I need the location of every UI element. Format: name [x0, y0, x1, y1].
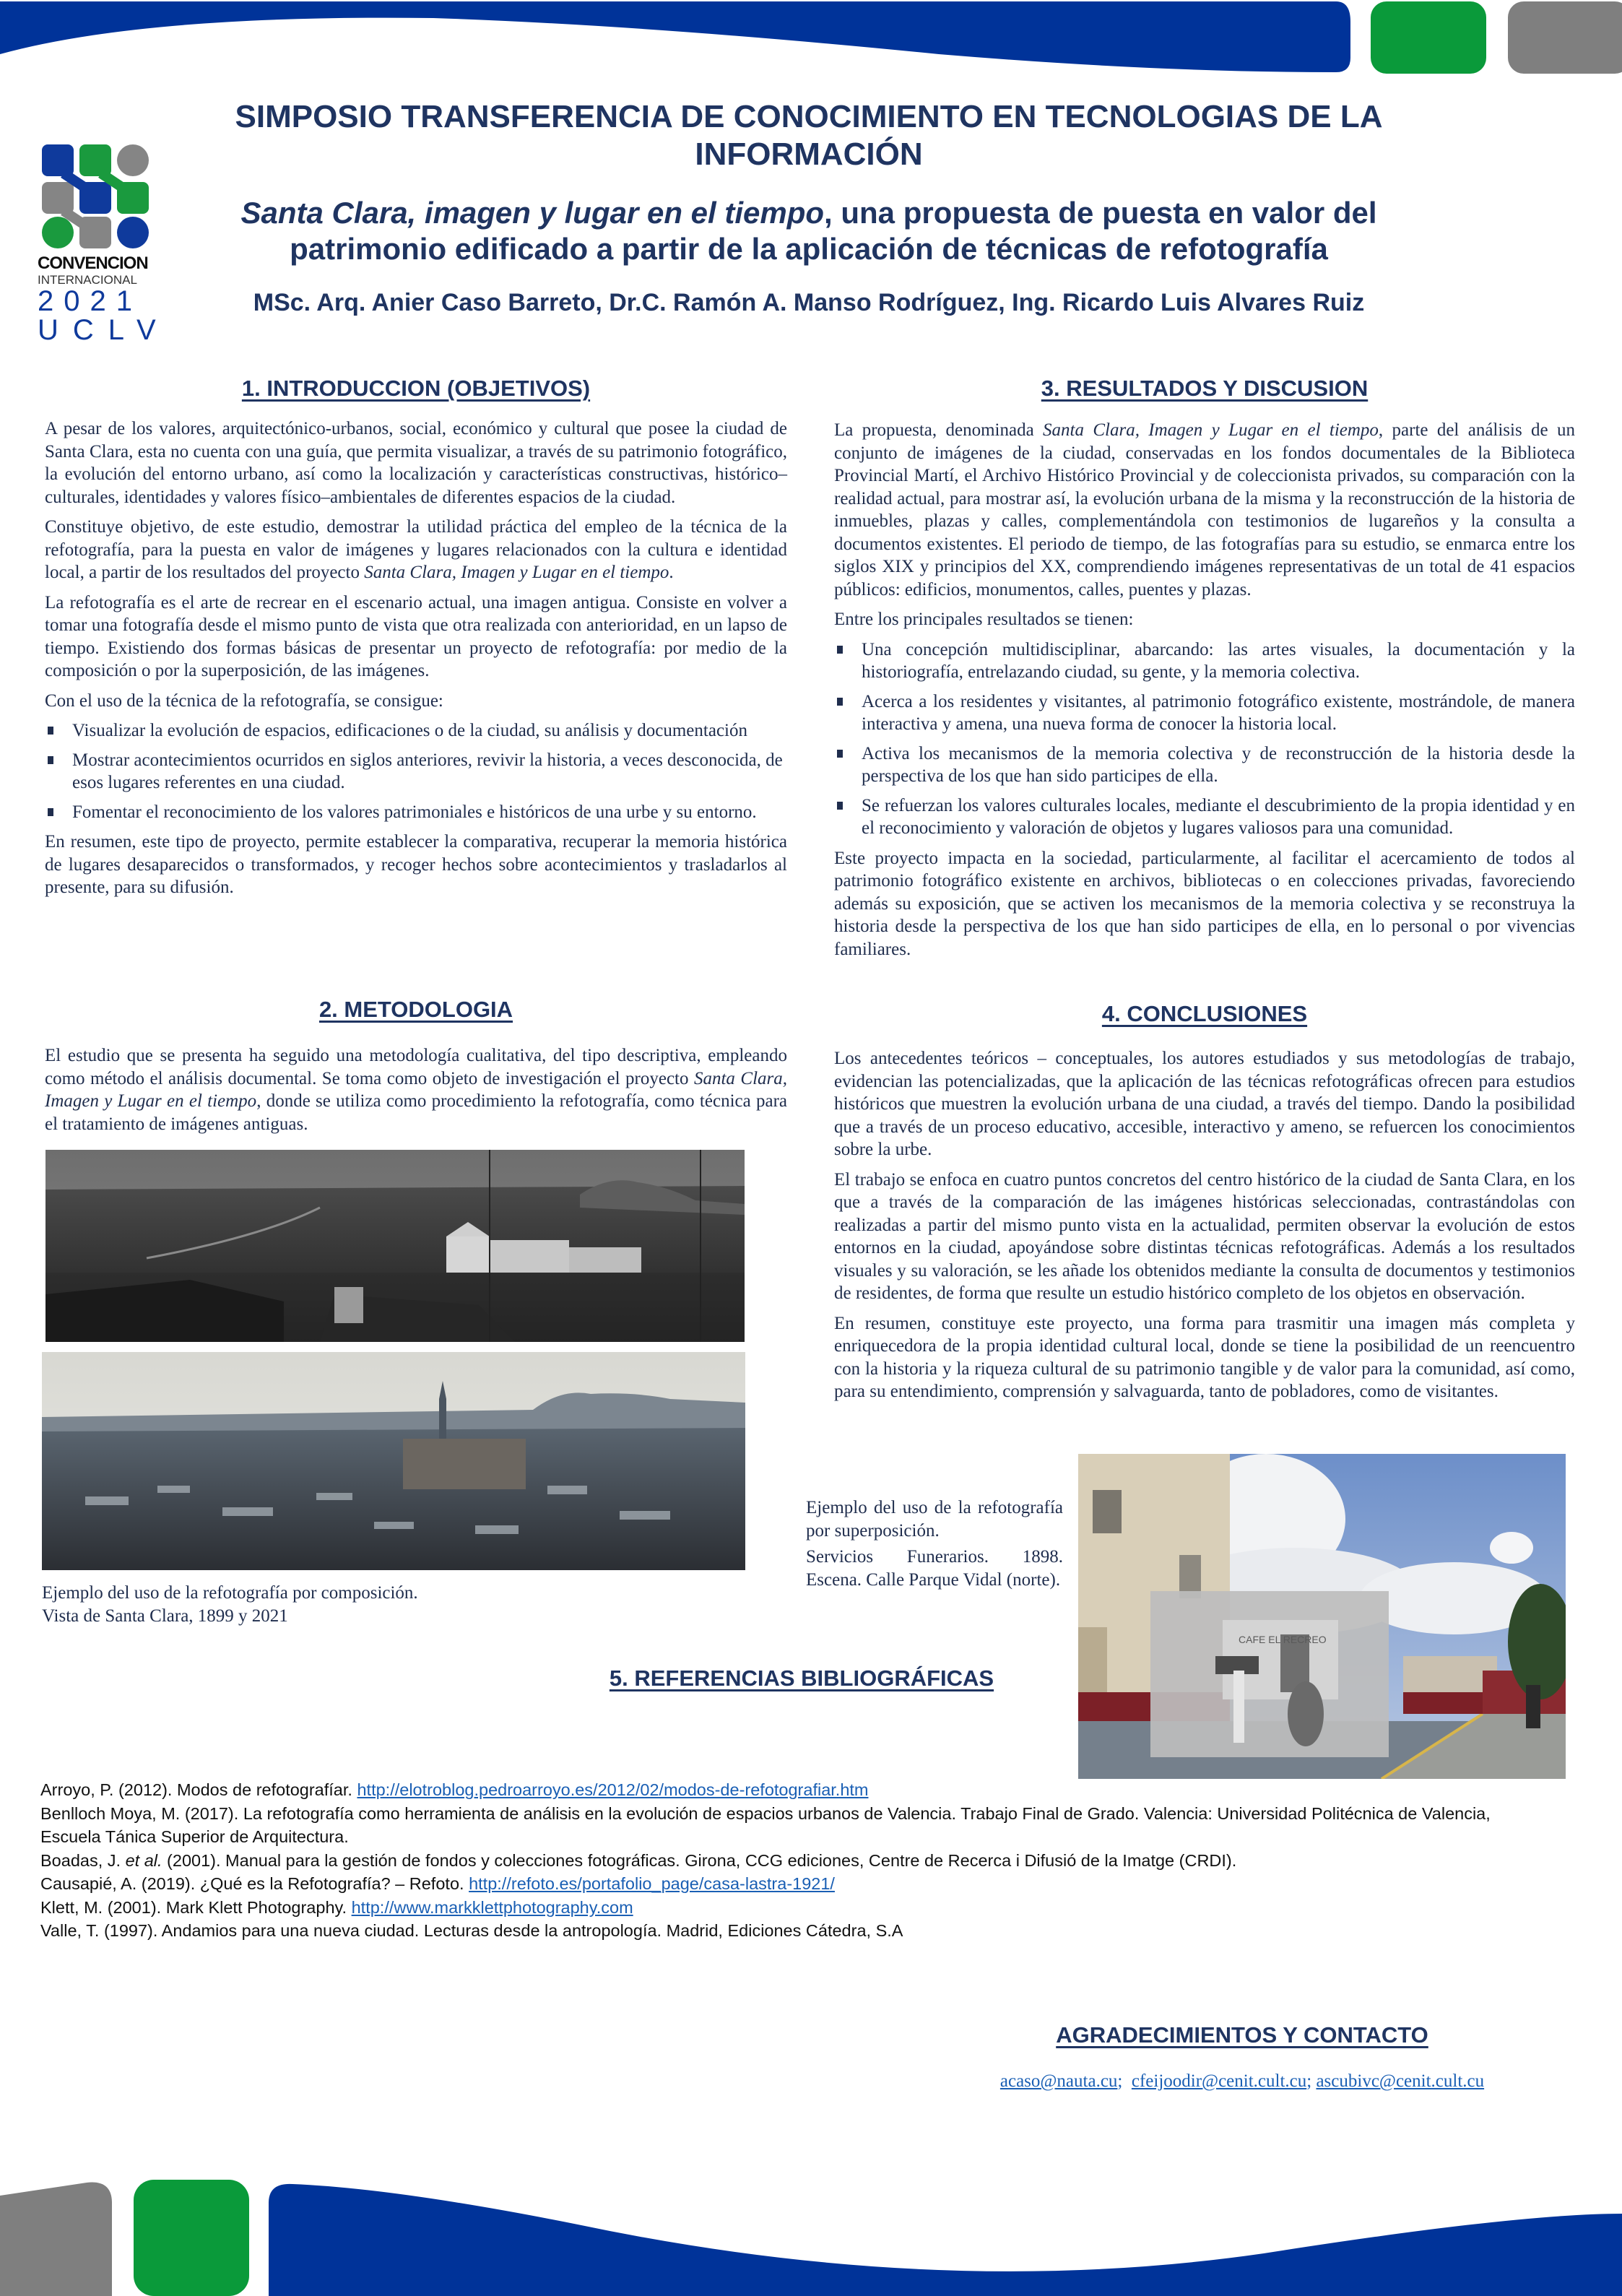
- bullet-text: Fomentar el reconocimiento de los valores patrimoniales e históricos de una urbe y su entorno.: [72, 802, 757, 822]
- section-heading-method: 2. METODOLOGIA: [318, 997, 513, 1022]
- reference-text: (2001). Manual para la gestión de fondos y colecciones fotográficas. Girona, CCG ediciones, Centre de Recerca i Difusió de la Imatge (CRDI).: [162, 1850, 1237, 1870]
- caption-composition-line2: Vista de Santa Clara, 1899 y 2021: [42, 1606, 288, 1626]
- intro-paragraph-2: [45, 516, 787, 584]
- intro-paragraph-3: La refotografía es el arte de recrear en el escenario actual, una imagen antigua. Consiste en volver a tomar una fotografía desde el mismo punto de vista que otra realizada con anterioridad, en un lapso de tiempo. Existiendo dos formas básicas de presentar un proyecto de refotografía: por medio de la composición o por la superposición, de las imágenes.: [45, 592, 787, 680]
- method-text-b: , donde se utiliza como procedimiento la refotografía, como técnica para el tratamiento de imágenes antiguas.: [45, 1091, 787, 1134]
- results-text-b: , parte del análisis de un conjunto de imágenes de la ciudad, conservadas en los fondos documentales de la Biblioteca Provincial Martí, el Archivo Histórico Provincial y de coleccionista privados, su comparación con la realidad actual, para mostrar así, la evolución urbana de la misma y la reconstrucción de la historia de inmuebles, plazas y calles, complementándola con testimonios de lugareños y la consulta a documentos existentes. El periodo de tiempo, de las fotografías para su estudio, se enmarca entre los siglos XIX y principios del XX, comprendiendo imágenes representativas de un total de 41 espacios públicos: edificios, monumentos, calles, puentes y plazas.: [834, 420, 1576, 599]
- reference-item: [40, 1896, 1557, 1920]
- list-item: [834, 794, 1575, 840]
- caption-superposition-line2: Servicios Funerarios. 1898. Escena. Calle Parque Vidal (norte).: [806, 1547, 1063, 1590]
- email-link[interactable]: ascubivc@cenit.cult.cu: [1316, 2071, 1485, 2091]
- list-item: [45, 719, 787, 742]
- list-item: [834, 690, 1575, 736]
- reference-item: [40, 1919, 1557, 1943]
- bullet-square-icon: [48, 756, 53, 764]
- section-method: [45, 1044, 787, 1143]
- reference-link[interactable]: http://refoto.es/portafolio_page/casa-lastra-1921/: [469, 1874, 835, 1893]
- convention-logo-icon: [42, 144, 149, 248]
- section-results: [834, 419, 1575, 968]
- authors: MSc. Arq. Anier Caso Barreto, Dr.C. Ramón A. Manso Rodríguez, Ing. Ricardo Luis Alvares Ruiz: [253, 289, 1365, 316]
- bullet-square-icon: [48, 727, 53, 735]
- banner-block-gray: [1508, 1, 1622, 74]
- reference-text: Klett, M. (2001). Mark Klett Photography.: [40, 1897, 352, 1917]
- intro-paragraph-4: Con el uso de la técnica de la refotografía, se consigue:: [45, 690, 443, 711]
- logo-internacional: INTERNACIONAL: [38, 273, 137, 287]
- logo-text: [38, 254, 170, 346]
- logo-year: 2021: [38, 285, 142, 317]
- caption-composition: [42, 1582, 764, 1628]
- banner-block-gray: [0, 2183, 112, 2296]
- poster-title-rest: , una propuesta de puesta en valor del patrimonio edificado a partir de la aplicación de técnicas de refotografía: [290, 196, 1377, 266]
- top-banner: [0, 0, 1622, 94]
- banner-block-green: [134, 2180, 249, 2296]
- poster-title-italic: Santa Clara, imagen y lugar en el tiempo: [240, 196, 825, 230]
- poster-title: [224, 195, 1394, 267]
- reference-etal: et al.: [125, 1850, 162, 1870]
- caption-composition-line1: Ejemplo del uso de la refotografía por composición.: [42, 1583, 418, 1603]
- method-text-a: El estudio que se presenta ha seguido una metodología cualitativa, del tipo descriptiva, empleando como método el análisis documental. Se toma como objeto de investigación el proyecto: [45, 1046, 787, 1088]
- reference-item: [40, 1872, 1557, 1896]
- intro-paragraph-1: A pesar de los valores, arquitectónico-urbanos, social, económico y cultural que posee la ciudad de Santa Clara, esta no cuenta con una guía, que permita visualizar, a través de su patrimonio fotográfico, la evolución del entorno urbano, así como la localización y características constructivas, histórico–culturales, identidades y valores físico–ambientales de diferentes espacios de la ciudad.: [45, 419, 787, 507]
- section-heading-conclusions: 4. CONCLUSIONES: [1101, 1001, 1308, 1026]
- references-list: [40, 1778, 1557, 1943]
- results-bullet-list: [834, 638, 1575, 840]
- bullet-square-icon: [837, 698, 843, 706]
- section-heading-contact: AGRADECIMIENTOS Y CONTACTO: [1056, 2022, 1428, 2048]
- results-text-a: La propuesta, denominada: [834, 420, 1044, 440]
- photo-santa-clara-1899: [45, 1150, 745, 1342]
- bullet-text: Una concepción multidisciplinar, abarcando: las artes visuales, la documentación y la historiografía, entrelazando ciudad, su gente, y la memoria colectiva.: [862, 639, 1575, 682]
- contact-emails: acaso@nauta.cu; cfeijoodir@cenit.cult.cu; ascubivc@cenit.cult.cu: [999, 2071, 1485, 2091]
- bullet-text: Activa los mecanismos de la memoria colectiva y de reconstrucción de la historia desde la perspectiva de los que han sido participes de ella.: [862, 743, 1575, 786]
- section-heading-references: 5. REFERENCIAS BIBLIOGRÁFICAS: [609, 1665, 994, 1691]
- section-intro: [45, 417, 787, 906]
- intro-bullet-list: [45, 719, 787, 823]
- reference-text: Valle, T. (1997). Andamios para una nueva ciudad. Lecturas desde la antropología. Madrid, Ediciones Cátedra, S.A: [40, 1921, 903, 1940]
- conclusions-paragraph-3: En resumen, constituye este proyecto, una forma para trasmitir una imagen más completa y enriquecedora de la propia identidad cultural local, donde se tiene la posibilidad de un reencuentro con la historia y la riqueza cultural de su patrimonio tangible y de valor para la comunidad, así como, para su entendimiento, comprensión y salvaguarda, tanto de pobladores, como de visitantes.: [834, 1313, 1575, 1401]
- intro-p2-project: Santa Clara, Imagen y Lugar en el tiempo: [364, 563, 669, 582]
- results-project: Santa Clara, Imagen y Lugar en el tiempo: [1043, 420, 1379, 440]
- photo-sign-text: CAFE EL RECREO: [1239, 1634, 1327, 1645]
- bottom-banner: [0, 2174, 1622, 2296]
- list-item: [834, 638, 1575, 684]
- reference-item: [40, 1802, 1528, 1849]
- results-paragraph-3: Este proyecto impacta en la sociedad, particularmente, al facilitar el acercamiento de todos al patrimonio fotográfico existente en archivos, bibliotecas o en colecciones privadas, favoreciendo además su exposición, que se activen los mecanismos de la memoria colectiva y se reconstruya la historia desde la perspectiva de los que han sido participes de ella, en lo personal o por vivencias familiares.: [834, 848, 1575, 959]
- bullet-text: Se refuerzan los valores culturales locales, mediante el descubrimiento de la propia identidad y en el reconocimiento y valoración de objetos y lugares valiosos para una comunidad.: [862, 795, 1575, 838]
- email-link[interactable]: cfeijoodir@cenit.cult.cu: [1131, 2071, 1307, 2091]
- results-paragraph-2: Entre los principales resultados se tienen:: [834, 610, 1134, 629]
- caption-superposition-line1: Ejemplo del uso de la refotografía por superposición.: [806, 1498, 1063, 1541]
- bullet-square-icon: [837, 802, 843, 810]
- banner-wave-blue: [0, 1, 1350, 72]
- conclusions-paragraph-1: Los antecedentes teóricos – conceptuales, los autores estudiados y sus metodologías de trabajo, evidencian las potencializadas, que la aplicación de las técnicas refotográficas ofrecen para estudios históricos que muestren la evolución urbana de una ciudad, a través del tiempo. Dando la posibilidad que a través de un proceso educativo, accesible, interactivo y ameno, se refuercen los conocimientos sobre la urbe.: [834, 1049, 1575, 1159]
- reference-text: Boadas, J.: [40, 1850, 126, 1870]
- intro-paragraph-5: En resumen, este tipo de proyecto, permite establecer la comparativa, recuperar la memoria histórica de lugares desaparecidos o transformados, y recoger hechos sobre acontecimientos y trasladarlos al presente, para su difusión.: [45, 832, 787, 897]
- bullet-square-icon: [837, 646, 843, 654]
- reference-item: [40, 1778, 1557, 1802]
- reference-link[interactable]: http://www.markklettphotography.com: [351, 1897, 633, 1917]
- photo-santa-clara-2021: [42, 1352, 745, 1570]
- bullet-square-icon: [837, 750, 843, 758]
- method-project: Santa Clara, Imagen y Lugar en el tiempo: [45, 1068, 788, 1111]
- logo-uclv: UCLV: [38, 314, 170, 346]
- bullet-text: Visualizar la evolución de espacios, edificaciones o de la ciudad, su análisis y documentación: [72, 721, 747, 740]
- list-item: [834, 742, 1575, 788]
- email-link[interactable]: acaso@nauta.cu: [999, 2071, 1118, 2091]
- banner-wave-blue: [269, 2184, 1622, 2296]
- conclusions-paragraph-2: El trabajo se enfoca en cuatro puntos concretos del centro histórico de la ciudad de Santa Clara, en los que a través de la comparación de las imágenes históricas seleccionadas, contrastándolas con realizadas a partir del mismo punto vista en la actualidad, permiten observar la evolución de estos entornos en la ciudad, apoyándose sobre distintas técnicas refotográficas. Además a los resultados visuales y su valoración, se les añade los obtenidos mediante la consulta de documentos y testimonios de residentes, de forma que resulte un estudio histórico completo de los objetos en observación.: [834, 1169, 1575, 1303]
- bullet-text: Mostrar acontecimientos ocurridos en siglos anteriores, revivir la historia, a veces desconocida, de esos lugares referentes en una ciudad.: [72, 750, 783, 792]
- reference-link[interactable]: http://elotroblog.pedroarroyo.es/2012/02/modos-de-refotografiar.htm: [357, 1780, 869, 1799]
- reference-text: Causapié, A. (2019). ¿Qué es la Refotografía? – Refoto.: [40, 1874, 469, 1893]
- banner-block-green: [1371, 1, 1486, 74]
- intro-p2-text: Constituye objetivo, de este estudio, demostrar la utilidad práctica del empleo de la técnica de la refotografía, para la puesta en valor de imágenes y lugares relacionados con la cultura e identidad local, a partir de los resultados del proyecto: [45, 517, 787, 582]
- bullet-square-icon: [48, 808, 53, 816]
- logo-convencion: CONVENCION: [38, 254, 148, 273]
- list-item: [45, 801, 787, 824]
- section-heading-results: 3. RESULTADOS Y DISCUSION: [1041, 376, 1369, 401]
- list-item: [45, 749, 787, 794]
- section-conclusions: [834, 1047, 1575, 1411]
- bullet-text: Acerca a los residentes y visitantes, al patrimonio fotográfico existente, mostrándole, de manera interactiva y amena, una nueva forma de conocer la historia local.: [862, 691, 1575, 734]
- results-paragraph-1: [834, 419, 1575, 601]
- event-title: SIMPOSIO TRANSFERENCIA DE CONOCIMIENTO EN TECNOLOGIAS DE LA INFORMACIÓN: [235, 99, 1383, 172]
- intro-p2-end: .: [669, 563, 674, 582]
- caption-superposition: [806, 1496, 1063, 1592]
- method-paragraph: [45, 1044, 787, 1135]
- reference-item: [40, 1849, 1557, 1873]
- reference-text: Arroyo, P. (2012). Modos de refotografíar.: [40, 1780, 357, 1799]
- section-heading-intro: 1. INTRODUCCION (OBJETIVOS): [241, 376, 591, 401]
- reference-text: Benlloch Moya, M. (2017). La refotografía como herramienta de análisis en la evolución de espacios urbanos de Valencia. Trabajo Final de Grado. Valencia: Universidad Politécnica de Valencia, Escuela Tánica Superior de Arquitectura.: [40, 1803, 1491, 1846]
- photo-superposition-parque-vidal: [1078, 1454, 1566, 1779]
